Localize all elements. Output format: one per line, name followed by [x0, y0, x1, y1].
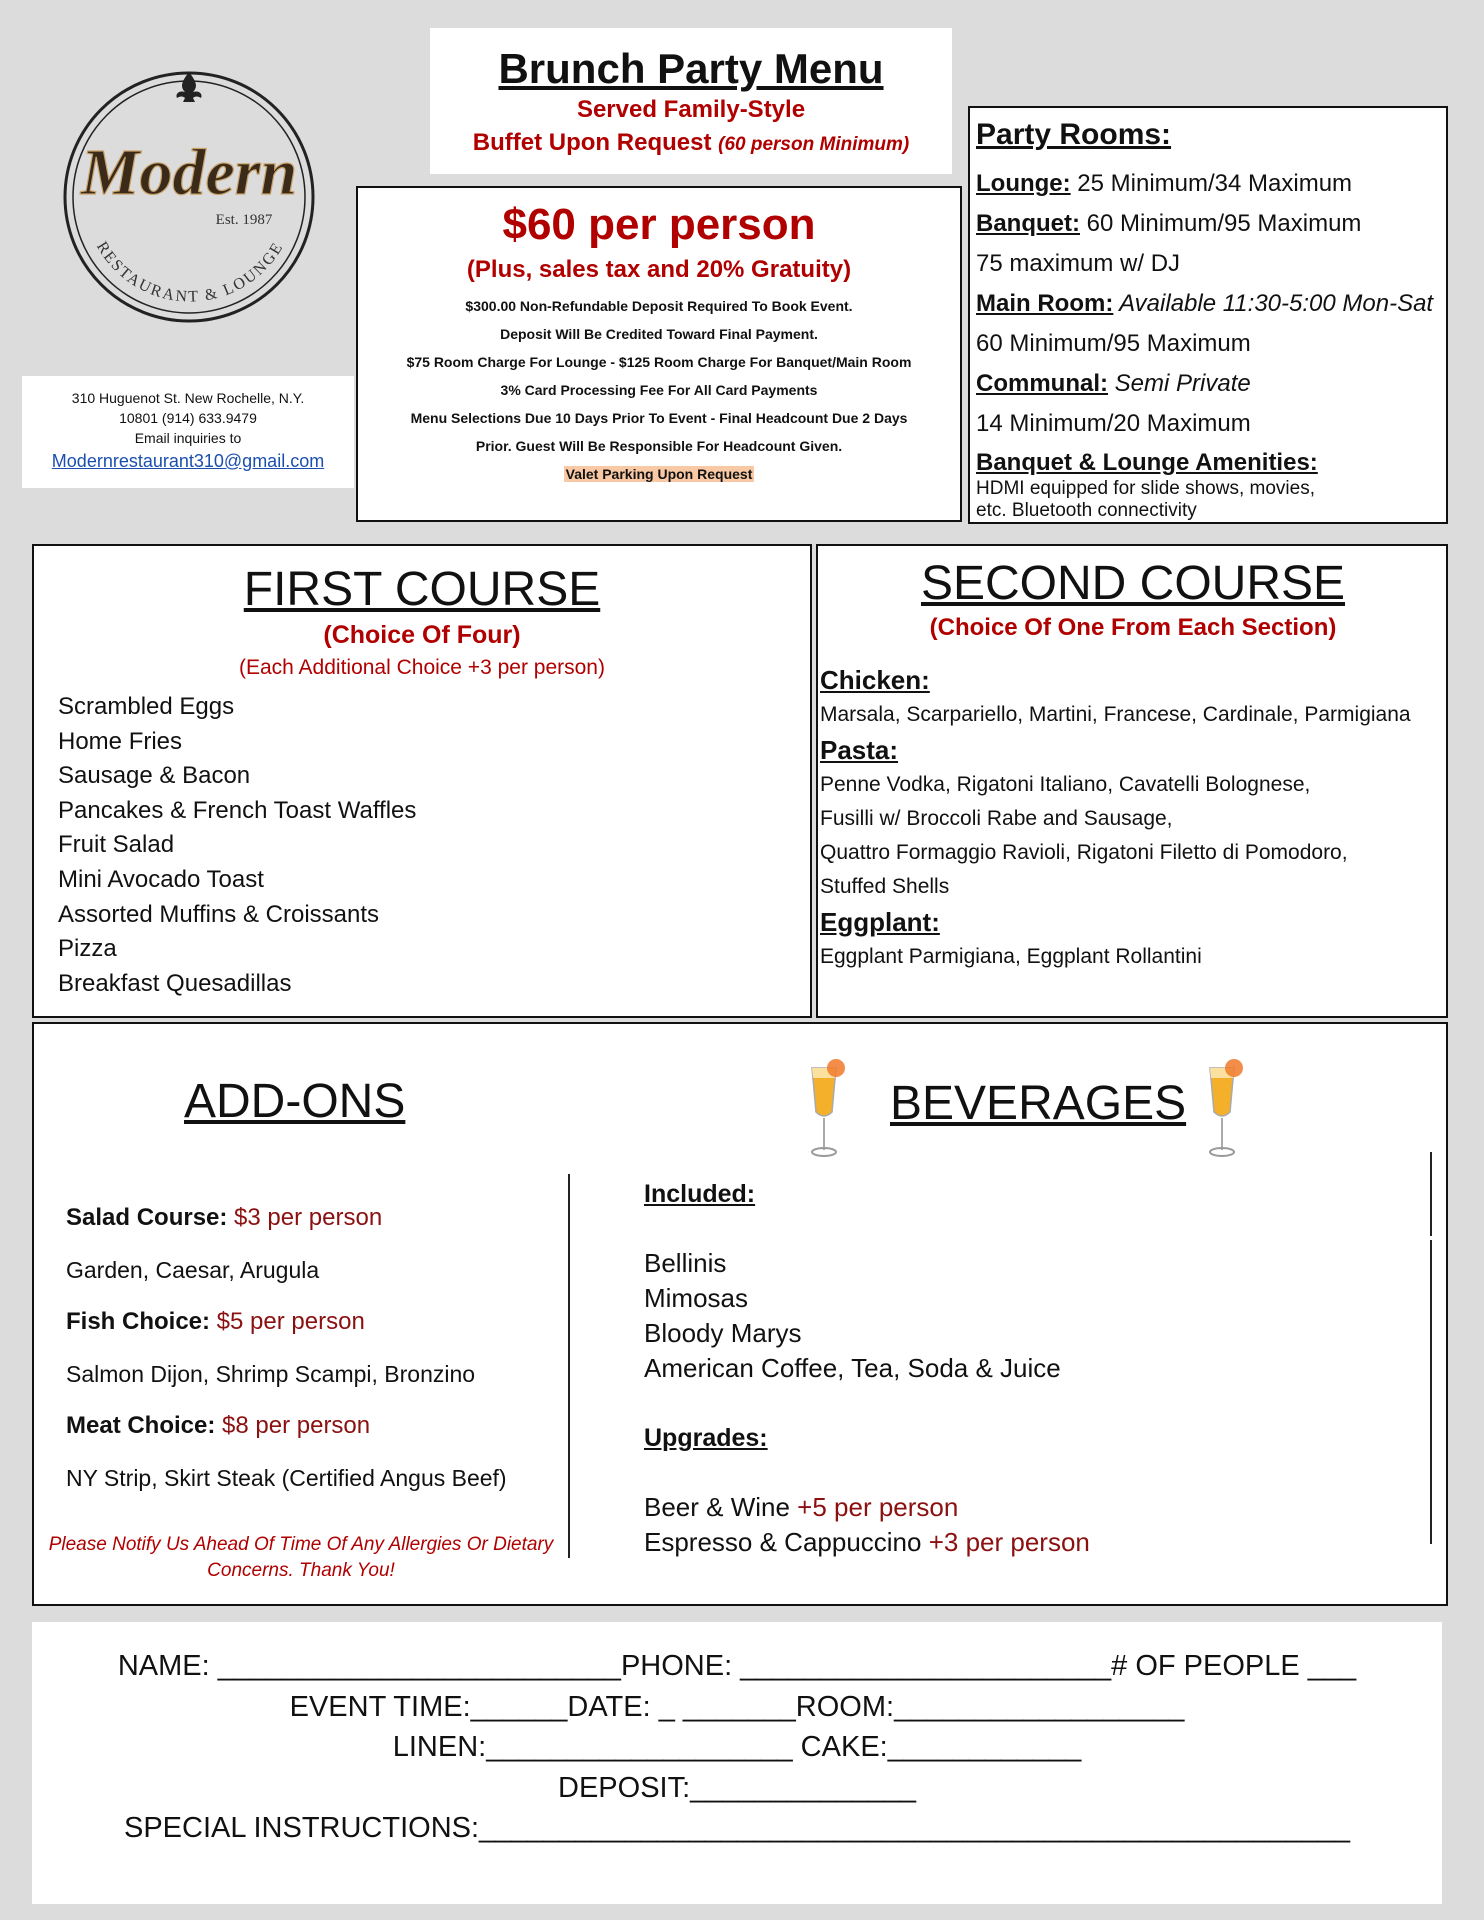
- right-rule: [1430, 1240, 1432, 1544]
- policy-line: $300.00 Non-Refundable Deposit Required To Book Event.: [465, 298, 853, 314]
- address-phone: 10801 (914) 633.9479: [119, 410, 257, 426]
- list-item: American Coffee, Tea, Soda & Juice: [644, 1353, 1061, 1383]
- beverages-heading: BEVERAGES: [890, 1077, 1187, 1130]
- eggplant-label: Eggplant:: [820, 907, 940, 937]
- list-item: Pancakes & French Toast Waffles: [58, 796, 417, 824]
- addons-beverages-box: [32, 1022, 1448, 1606]
- list-item: Home Fries: [58, 727, 183, 755]
- pasta-items: Stuffed Shells: [820, 875, 950, 898]
- first-course-box: [32, 544, 812, 1018]
- list-item: Mini Avocado Toast: [58, 865, 264, 893]
- beverages-list: [644, 1176, 1404, 1560]
- fish-items: Salmon Dijon, Shrimp Scampi, Bronzino: [66, 1361, 476, 1387]
- menu-subtitle-buffet: Buffet Upon Request (60 person Minimum): [472, 129, 910, 156]
- salad-addon: Salad Course: $3 per person: [66, 1204, 383, 1231]
- amenities-heading: Banquet & Lounge Amenities:: [976, 449, 1318, 476]
- pasta-label: Pasta:: [820, 735, 899, 765]
- second-course-heading: SECOND COURSE: [920, 557, 1346, 610]
- chicken-label: Chicken:: [820, 665, 930, 695]
- pasta-items: Fusilli w/ Broccoli Rabe and Sausage,: [820, 807, 1173, 830]
- addons-heading: ADD-ONS: [184, 1075, 406, 1128]
- price-box: [356, 186, 962, 522]
- chicken-items: Marsala, Scarpariello, Martini, Francese, Cardinale, Parmigiana: [820, 703, 1411, 726]
- valet-badge: Valet Parking Upon Request: [565, 466, 753, 482]
- form-line-name-phone[interactable]: NAME: _________________________PHONE: _______________________# OF PEOPLE ___: [117, 1650, 1357, 1682]
- form-line-deposit[interactable]: DEPOSIT:______________: [558, 1771, 916, 1804]
- booking-form: [32, 1622, 1442, 1904]
- list-item: Fruit Salad: [58, 831, 175, 859]
- email-prompt: Email inquiries to: [134, 430, 242, 446]
- first-course-choice: (Choice Of Four): [323, 621, 521, 649]
- column-divider: [568, 1174, 570, 1558]
- pasta-items: Penne Vodka, Rigatoni Italiano, Cavatelli Bolognese,: [820, 773, 1311, 796]
- second-course-box: [816, 544, 1448, 1018]
- list-item: Sausage & Bacon: [58, 762, 251, 790]
- logo-name: Modern: [80, 136, 298, 209]
- room-main: Main Room: Available 11:30-5:00 Mon-Sat: [976, 290, 1434, 317]
- pasta-items: Quattro Formaggio Ravioli, Rigatoni Filetto di Pomodoro,: [820, 841, 1348, 864]
- first-course-heading: FIRST COURSE: [243, 563, 601, 616]
- first-course-additional: (Each Additional Choice +3 per person): [239, 656, 605, 679]
- room-banquet-dj: 75 maximum w/ DJ: [976, 250, 1181, 277]
- restaurant-logo: [58, 66, 320, 328]
- mimosa-glass-icon: [1196, 1054, 1248, 1164]
- title-card: [430, 28, 952, 174]
- list-item: Breakfast Quesadillas: [58, 969, 292, 997]
- menu-title: Brunch Party Menu: [498, 45, 884, 92]
- list-item: Scrambled Eggs: [58, 693, 235, 720]
- first-course-list: [34, 690, 810, 1001]
- party-rooms-heading: Party Rooms:: [976, 118, 1172, 151]
- email-link[interactable]: Modernrestaurant310@gmail.com: [51, 451, 325, 471]
- party-rooms-box: [968, 106, 1448, 524]
- amenities-line: HDMI equipped for slide shows, movies,: [976, 478, 1315, 499]
- policy-line: Prior. Guest Will Be Responsible For Headcount Given.: [475, 438, 843, 454]
- included-heading: Included:: [644, 1180, 756, 1208]
- price-amount: $60 per person: [502, 200, 816, 249]
- list-item: Mimosas: [644, 1283, 749, 1313]
- meat-items: NY Strip, Skirt Steak (Certified Angus Beef): [66, 1465, 507, 1491]
- room-communal-capacity: 14 Minimum/20 Maximum: [976, 410, 1251, 437]
- policy-line: Menu Selections Due 10 Days Prior To Event - Final Headcount Due 2 Days: [410, 410, 908, 426]
- room-communal: Communal: Semi Private: [976, 370, 1251, 397]
- fish-addon: Fish Choice: $5 per person: [66, 1308, 365, 1335]
- list-item: Bloody Marys: [644, 1318, 802, 1348]
- policy-line: 3% Card Processing Fee For All Card Payments: [500, 382, 818, 398]
- policy-line: $75 Room Charge For Lounge - $125 Room Charge For Banquet/Main Room: [406, 354, 912, 370]
- address-card: [22, 376, 354, 488]
- second-course-choice: (Choice Of One From Each Section): [929, 614, 1337, 641]
- price-extras: (Plus, sales tax and 20% Gratuity): [466, 256, 852, 283]
- logo-est: Est. 1987: [215, 212, 273, 228]
- amenities-line: etc. Bluetooth connectivity: [976, 500, 1197, 521]
- list-item: Assorted Muffins & Croissants: [58, 900, 380, 928]
- form-line-linen-cake[interactable]: LINEN:___________________ CAKE:____________: [392, 1731, 1082, 1763]
- beer-wine-upgrade: Beer & Wine +5 per person: [644, 1492, 959, 1522]
- menu-subtitle-family: Served Family-Style: [576, 96, 806, 123]
- room-main-capacity: 60 Minimum/95 Maximum: [976, 330, 1251, 357]
- meat-addon: Meat Choice: $8 per person: [66, 1412, 371, 1439]
- room-lounge: Lounge: 25 Minimum/34 Maximum: [976, 170, 1353, 197]
- list-item: Pizza: [58, 935, 117, 963]
- upgrades-heading: Upgrades:: [644, 1424, 768, 1452]
- mimosa-glass-icon: [798, 1054, 850, 1164]
- right-rule: [1430, 1152, 1432, 1236]
- address-street: 310 Huguenot St. New Rochelle, N.Y.: [71, 390, 305, 406]
- form-line-special-instructions[interactable]: SPECIAL INSTRUCTIONS:______________________________________________________: [124, 1812, 1350, 1844]
- allergy-note: Please Notify Us Ahead Of Time Of Any Allergies Or Dietary Concerns. Thank You!: [48, 1534, 554, 1581]
- list-item: Bellinis: [644, 1248, 727, 1278]
- eggplant-items: Eggplant Parmigiana, Eggplant Rollantini: [820, 945, 1202, 968]
- addons-list: [66, 1192, 566, 1504]
- espresso-upgrade: Espresso & Cappuccino +3 per person: [644, 1527, 1090, 1557]
- policy-line: Deposit Will Be Credited Toward Final Payment.: [500, 326, 818, 342]
- buffet-minimum-note: (60 person Minimum): [718, 134, 910, 155]
- form-line-event-time[interactable]: EVENT TIME:______DATE: _ _______ROOM:__________________: [289, 1690, 1185, 1723]
- fleur-de-lis-icon: [176, 72, 201, 102]
- room-banquet: Banquet: 60 Minimum/95 Maximum: [976, 210, 1362, 237]
- salad-items: Garden, Caesar, Arugula: [66, 1257, 320, 1283]
- logo-arc-text: RESTAURANT & LOUNGE: [92, 238, 288, 306]
